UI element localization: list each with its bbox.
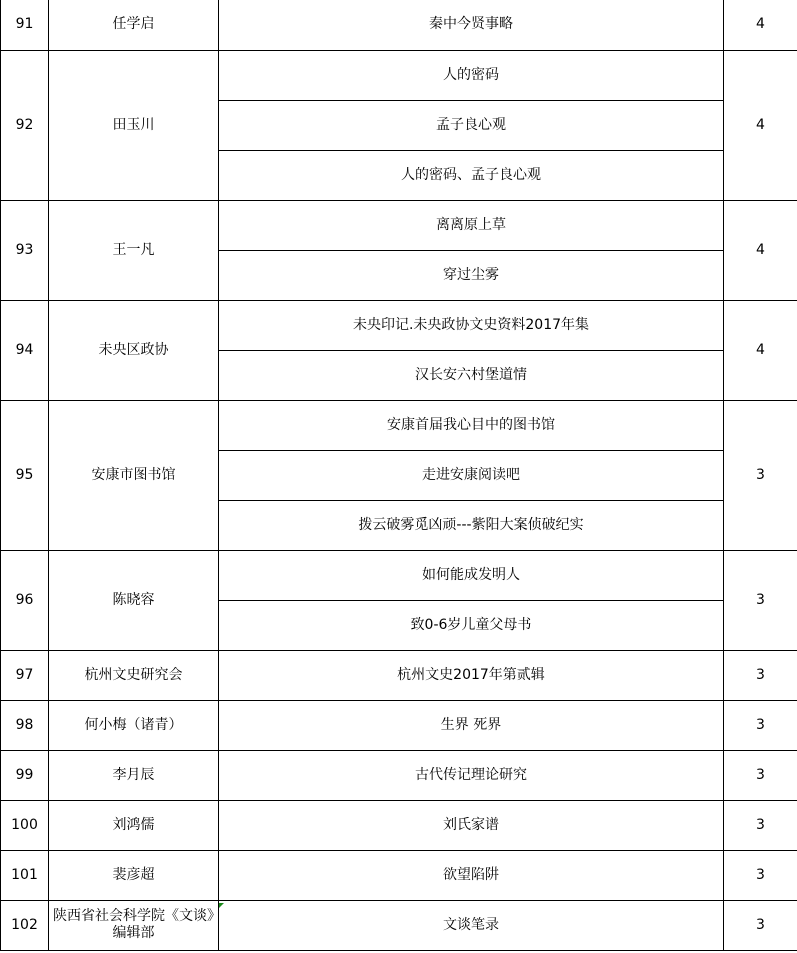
table-row	[1, 0, 797, 50]
row-number[interactable]: 94	[1, 300, 49, 400]
row-number[interactable]: 95	[1, 400, 49, 550]
row-number[interactable]: 91	[1, 0, 49, 50]
table-row	[1, 800, 797, 850]
title-cell[interactable]: 古代传记理论研究	[219, 750, 724, 800]
table-body	[1, 0, 797, 950]
table-row	[1, 50, 797, 100]
title-cell[interactable]: 离离原上草	[219, 200, 724, 250]
title-cell[interactable]: 文谈笔录	[219, 900, 724, 950]
title-cell[interactable]: 致0-6岁儿童父母书	[219, 600, 724, 650]
count-cell[interactable]: 4	[724, 0, 797, 50]
row-number[interactable]: 92	[1, 50, 49, 200]
title-cell[interactable]: 人的密码、孟子良心观	[219, 150, 724, 200]
author-cell[interactable]: 李月辰	[49, 750, 219, 800]
title-cell[interactable]: 未央印记.未央政协文史资料2017年集	[219, 300, 724, 350]
title-cell[interactable]: 杭州文史2017年第贰辑	[219, 650, 724, 700]
count-cell[interactable]: 3	[724, 700, 797, 750]
table-row	[1, 900, 797, 950]
author-cell[interactable]: 安康市图书馆	[49, 400, 219, 550]
table-row	[1, 550, 797, 600]
count-cell[interactable]: 4	[724, 50, 797, 200]
title-cell[interactable]: 穿过尘雾	[219, 250, 724, 300]
count-cell[interactable]: 3	[724, 750, 797, 800]
count-cell[interactable]: 3	[724, 400, 797, 550]
author-cell[interactable]: 陕西省社会科学院《文谈》编辑部	[49, 900, 219, 950]
table-row	[1, 700, 797, 750]
title-cell[interactable]: 刘氏家谱	[219, 800, 724, 850]
title-cell[interactable]: 汉长安六村堡道情	[219, 350, 724, 400]
author-cell[interactable]: 何小梅（诸青）	[49, 700, 219, 750]
author-cell[interactable]: 未央区政协	[49, 300, 219, 400]
author-cell[interactable]: 任学启	[49, 0, 219, 50]
author-cell[interactable]: 田玉川	[49, 50, 219, 200]
author-cell[interactable]: 裴彦超	[49, 850, 219, 900]
title-cell[interactable]: 走进安康阅读吧	[219, 450, 724, 500]
title-cell[interactable]: 如何能成发明人	[219, 550, 724, 600]
count-cell[interactable]: 4	[724, 300, 797, 400]
row-number[interactable]: 99	[1, 750, 49, 800]
table-row	[1, 650, 797, 700]
row-number[interactable]: 97	[1, 650, 49, 700]
table-row	[1, 750, 797, 800]
count-cell[interactable]: 3	[724, 850, 797, 900]
title-cell[interactable]: 生界 死界	[219, 700, 724, 750]
title-cell[interactable]: 孟子良心观	[219, 100, 724, 150]
row-number[interactable]: 93	[1, 200, 49, 300]
title-cell[interactable]: 安康首届我心目中的图书馆	[219, 400, 724, 450]
row-number[interactable]: 101	[1, 850, 49, 900]
table-row	[1, 200, 797, 250]
count-cell[interactable]: 4	[724, 200, 797, 300]
title-cell[interactable]: 人的密码	[219, 50, 724, 100]
count-cell[interactable]: 3	[724, 800, 797, 850]
row-number[interactable]: 96	[1, 550, 49, 650]
table-row	[1, 850, 797, 900]
count-cell[interactable]: 3	[724, 900, 797, 950]
comment-indicator	[219, 903, 224, 908]
row-number[interactable]: 98	[1, 700, 49, 750]
author-cell[interactable]: 刘鸿儒	[49, 800, 219, 850]
row-number[interactable]: 100	[1, 800, 49, 850]
row-number[interactable]: 102	[1, 900, 49, 950]
author-cell[interactable]: 陈晓容	[49, 550, 219, 650]
title-cell[interactable]: 欲望陷阱	[219, 850, 724, 900]
count-cell[interactable]: 3	[724, 650, 797, 700]
title-cell[interactable]: 拨云破雾觅凶顽---紫阳大案侦破纪实	[219, 500, 724, 550]
table-row	[1, 300, 797, 350]
author-cell[interactable]: 杭州文史研究会	[49, 650, 219, 700]
count-cell[interactable]: 3	[724, 550, 797, 650]
title-cell[interactable]: 秦中今贤事略	[219, 0, 724, 50]
table-row	[1, 400, 797, 450]
author-cell[interactable]: 王一凡	[49, 200, 219, 300]
